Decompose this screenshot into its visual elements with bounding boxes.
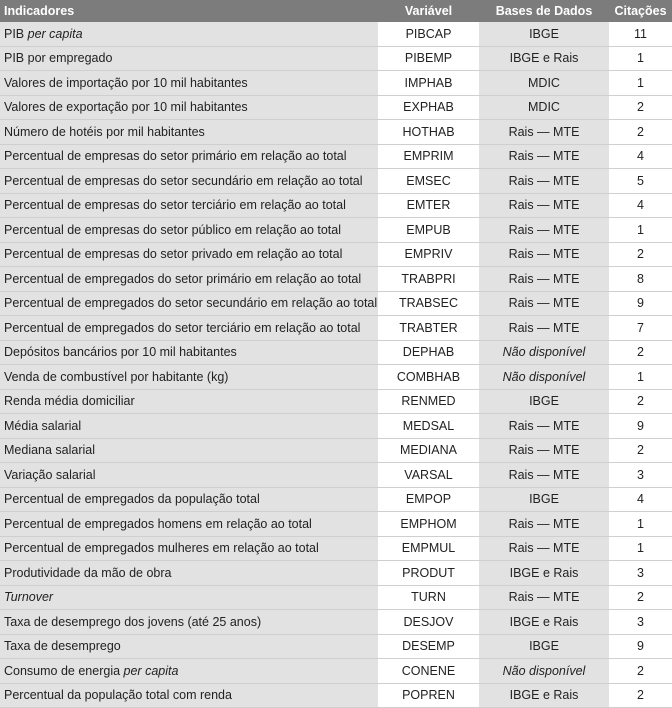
indicador-text: Número de hotéis por mil habitantes bbox=[4, 125, 205, 139]
base-de-dados-cell: Rais — MTE bbox=[479, 194, 609, 219]
citacoes-cell: 3 bbox=[609, 610, 672, 635]
base-de-dados-cell: Rais — MTE bbox=[479, 243, 609, 268]
indicador-text: Percentual de empregados do setor terciário em relação ao total bbox=[4, 321, 360, 335]
indicador-cell bbox=[0, 561, 378, 586]
base-de-dados-cell: IBGE e Rais bbox=[479, 684, 609, 708]
table-row bbox=[0, 267, 672, 292]
base-de-dados-cell: IBGE bbox=[479, 390, 609, 415]
base-de-dados-cell: MDIC bbox=[479, 71, 609, 96]
base-de-dados-cell: IBGE e Rais bbox=[479, 47, 609, 72]
citacoes-cell: 4 bbox=[609, 145, 672, 170]
variavel-cell: EMPMUL bbox=[378, 537, 479, 562]
citacoes-cell: 2 bbox=[609, 96, 672, 121]
table-row bbox=[0, 96, 672, 121]
citacoes-cell: 4 bbox=[609, 194, 672, 219]
variavel-cell: HOTHAB bbox=[378, 120, 479, 145]
variavel-cell: COMBHAB bbox=[378, 365, 479, 390]
base-de-dados-cell: Rais — MTE bbox=[479, 292, 609, 317]
indicador-text: Produtividade da mão de obra bbox=[4, 566, 171, 580]
indicador-cell bbox=[0, 145, 378, 170]
table-row bbox=[0, 684, 672, 708]
base-de-dados-cell: Rais — MTE bbox=[479, 267, 609, 292]
indicador-text: per capita bbox=[28, 27, 83, 41]
indicador-cell bbox=[0, 71, 378, 96]
citacoes-cell: 2 bbox=[609, 684, 672, 708]
citacoes-cell: 9 bbox=[609, 635, 672, 660]
indicador-cell bbox=[0, 537, 378, 562]
variavel-cell: PIBCAP bbox=[378, 22, 479, 47]
indicador-cell bbox=[0, 22, 378, 47]
base-de-dados-cell: Não disponível bbox=[479, 341, 609, 366]
indicador-cell bbox=[0, 316, 378, 341]
variavel-cell: VARSAL bbox=[378, 463, 479, 488]
indicador-cell bbox=[0, 365, 378, 390]
indicador-cell bbox=[0, 47, 378, 72]
table-row bbox=[0, 316, 672, 341]
base-de-dados-cell: IBGE e Rais bbox=[479, 610, 609, 635]
citacoes-cell: 9 bbox=[609, 292, 672, 317]
indicador-text: per capita bbox=[124, 664, 179, 678]
base-de-dados-cell: Não disponível bbox=[479, 365, 609, 390]
indicador-cell bbox=[0, 194, 378, 219]
variavel-cell: TURN bbox=[378, 586, 479, 611]
base-de-dados-cell: Rais — MTE bbox=[479, 169, 609, 194]
indicador-text: Taxa de desemprego bbox=[4, 639, 121, 653]
indicador-cell bbox=[0, 463, 378, 488]
variavel-cell: RENMED bbox=[378, 390, 479, 415]
table-row bbox=[0, 120, 672, 145]
variavel-cell: EMPHOM bbox=[378, 512, 479, 537]
citacoes-cell: 1 bbox=[609, 537, 672, 562]
table-row bbox=[0, 610, 672, 635]
indicador-cell bbox=[0, 635, 378, 660]
variavel-cell: MEDSAL bbox=[378, 414, 479, 439]
variavel-cell: DESJOV bbox=[378, 610, 479, 635]
base-de-dados-cell: Não disponível bbox=[479, 659, 609, 684]
indicador-cell bbox=[0, 120, 378, 145]
indicador-cell bbox=[0, 96, 378, 121]
table-row bbox=[0, 488, 672, 513]
variavel-cell: EMPOP bbox=[378, 488, 479, 513]
table-row bbox=[0, 390, 672, 415]
indicador-text: Percentual de empregados do setor primário em relação ao total bbox=[4, 272, 361, 286]
indicador-cell bbox=[0, 341, 378, 366]
variavel-cell: PIBEMP bbox=[378, 47, 479, 72]
header-variavel: Variável bbox=[378, 0, 479, 22]
header-row bbox=[0, 0, 672, 22]
citacoes-cell: 2 bbox=[609, 659, 672, 684]
base-de-dados-cell: Rais — MTE bbox=[479, 218, 609, 243]
indicador-text: Valores de importação por 10 mil habitantes bbox=[4, 76, 248, 90]
variavel-cell: TRABPRI bbox=[378, 267, 479, 292]
variavel-cell: POPREN bbox=[378, 684, 479, 708]
header-bases-de-dados: Bases de Dados bbox=[479, 0, 609, 22]
variavel-cell: EMPUB bbox=[378, 218, 479, 243]
table-row bbox=[0, 243, 672, 268]
indicador-text: Turnover bbox=[4, 590, 53, 604]
indicador-cell bbox=[0, 586, 378, 611]
citacoes-cell: 4 bbox=[609, 488, 672, 513]
citacoes-cell: 11 bbox=[609, 22, 672, 47]
citacoes-cell: 1 bbox=[609, 218, 672, 243]
variavel-cell: EXPHAB bbox=[378, 96, 479, 121]
table-row bbox=[0, 365, 672, 390]
citacoes-cell: 2 bbox=[609, 243, 672, 268]
base-de-dados-cell: Rais — MTE bbox=[479, 316, 609, 341]
base-de-dados-cell: Rais — MTE bbox=[479, 120, 609, 145]
variavel-cell: DESEMP bbox=[378, 635, 479, 660]
citacoes-cell: 5 bbox=[609, 169, 672, 194]
indicador-text: Venda de combustível por habitante (kg) bbox=[4, 370, 228, 384]
variavel-cell: DEPHAB bbox=[378, 341, 479, 366]
table-row bbox=[0, 292, 672, 317]
citacoes-cell: 3 bbox=[609, 561, 672, 586]
variavel-cell: MEDIANA bbox=[378, 439, 479, 464]
citacoes-cell: 1 bbox=[609, 71, 672, 96]
base-de-dados-cell: Rais — MTE bbox=[479, 145, 609, 170]
indicador-text: PIB bbox=[4, 27, 28, 41]
table-row bbox=[0, 635, 672, 660]
indicador-cell bbox=[0, 414, 378, 439]
indicador-text: Percentual de empresas do setor público em relação ao total bbox=[4, 223, 341, 237]
table-row bbox=[0, 439, 672, 464]
indicador-text: Taxa de desemprego dos jovens (até 25 anos) bbox=[4, 615, 261, 629]
base-de-dados-cell: Rais — MTE bbox=[479, 586, 609, 611]
table-row bbox=[0, 47, 672, 72]
citacoes-cell: 3 bbox=[609, 463, 672, 488]
table-row bbox=[0, 659, 672, 684]
table-row bbox=[0, 537, 672, 562]
header-indicadores: Indicadores bbox=[0, 0, 378, 22]
citacoes-cell: 9 bbox=[609, 414, 672, 439]
base-de-dados-cell: IBGE bbox=[479, 22, 609, 47]
indicador-cell bbox=[0, 610, 378, 635]
base-de-dados-cell: Rais — MTE bbox=[479, 463, 609, 488]
indicador-cell bbox=[0, 659, 378, 684]
table-row bbox=[0, 414, 672, 439]
variavel-cell: EMPRIM bbox=[378, 145, 479, 170]
citacoes-cell: 2 bbox=[609, 439, 672, 464]
variavel-cell: IMPHAB bbox=[378, 71, 479, 96]
table-row bbox=[0, 194, 672, 219]
variavel-cell: PRODUT bbox=[378, 561, 479, 586]
indicador-text: Depósitos bancários por 10 mil habitantes bbox=[4, 345, 237, 359]
indicador-text: Percentual da população total com renda bbox=[4, 688, 232, 702]
citacoes-cell: 1 bbox=[609, 365, 672, 390]
variavel-cell: TRABTER bbox=[378, 316, 479, 341]
citacoes-cell: 2 bbox=[609, 586, 672, 611]
base-de-dados-cell: Rais — MTE bbox=[479, 512, 609, 537]
variavel-cell: EMTER bbox=[378, 194, 479, 219]
indicador-text: Percentual de empregados do setor secundário em relação ao total bbox=[4, 296, 377, 310]
base-de-dados-cell: MDIC bbox=[479, 96, 609, 121]
indicador-text: Percentual de empresas do setor secundário em relação ao total bbox=[4, 174, 363, 188]
citacoes-cell: 8 bbox=[609, 267, 672, 292]
indicador-cell bbox=[0, 169, 378, 194]
base-de-dados-cell: Rais — MTE bbox=[479, 439, 609, 464]
variavel-cell: TRABSEC bbox=[378, 292, 479, 317]
indicador-text: Variação salarial bbox=[4, 468, 95, 482]
table-row bbox=[0, 145, 672, 170]
indicador-text: Média salarial bbox=[4, 419, 81, 433]
indicador-cell bbox=[0, 390, 378, 415]
citacoes-cell: 2 bbox=[609, 120, 672, 145]
indicador-cell bbox=[0, 267, 378, 292]
base-de-dados-cell: Rais — MTE bbox=[479, 414, 609, 439]
indicador-text: Mediana salarial bbox=[4, 443, 95, 457]
table-row bbox=[0, 561, 672, 586]
table-row bbox=[0, 169, 672, 194]
citacoes-cell: 7 bbox=[609, 316, 672, 341]
table-row bbox=[0, 341, 672, 366]
variavel-cell: EMSEC bbox=[378, 169, 479, 194]
table-row bbox=[0, 218, 672, 243]
variavel-cell: EMPRIV bbox=[378, 243, 479, 268]
base-de-dados-cell: IBGE bbox=[479, 488, 609, 513]
citacoes-cell: 1 bbox=[609, 512, 672, 537]
indicador-cell bbox=[0, 512, 378, 537]
indicador-text: Percentual de empregados homens em relação ao total bbox=[4, 517, 312, 531]
indicador-cell bbox=[0, 684, 378, 708]
table-body bbox=[0, 22, 672, 708]
citacoes-cell: 1 bbox=[609, 47, 672, 72]
base-de-dados-cell: IBGE bbox=[479, 635, 609, 660]
citacoes-cell: 2 bbox=[609, 341, 672, 366]
indicador-text: PIB por empregado bbox=[4, 51, 112, 65]
indicador-text: Percentual de empregados da população total bbox=[4, 492, 260, 506]
indicador-text: Valores de exportação por 10 mil habitantes bbox=[4, 100, 248, 114]
citacoes-cell: 2 bbox=[609, 390, 672, 415]
base-de-dados-cell: IBGE e Rais bbox=[479, 561, 609, 586]
indicador-text: Percentual de empresas do setor terciário em relação ao total bbox=[4, 198, 346, 212]
indicador-cell bbox=[0, 439, 378, 464]
indicador-text: Consumo de energia bbox=[4, 664, 124, 678]
header-citacoes: Citações bbox=[609, 0, 672, 22]
variavel-cell: CONENE bbox=[378, 659, 479, 684]
indicador-text: Percentual de empregados mulheres em relação ao total bbox=[4, 541, 319, 555]
indicador-cell bbox=[0, 488, 378, 513]
table-row bbox=[0, 463, 672, 488]
table-row bbox=[0, 22, 672, 47]
table-row bbox=[0, 512, 672, 537]
indicador-text: Percentual de empresas do setor primário em relação ao total bbox=[4, 149, 347, 163]
indicador-text: Percentual de empresas do setor privado em relação ao total bbox=[4, 247, 342, 261]
indicador-cell bbox=[0, 292, 378, 317]
base-de-dados-cell: Rais — MTE bbox=[479, 537, 609, 562]
table-row bbox=[0, 586, 672, 611]
indicador-cell bbox=[0, 218, 378, 243]
table-row bbox=[0, 71, 672, 96]
indicador-text: Renda média domiciliar bbox=[4, 394, 135, 408]
indicador-cell bbox=[0, 243, 378, 268]
